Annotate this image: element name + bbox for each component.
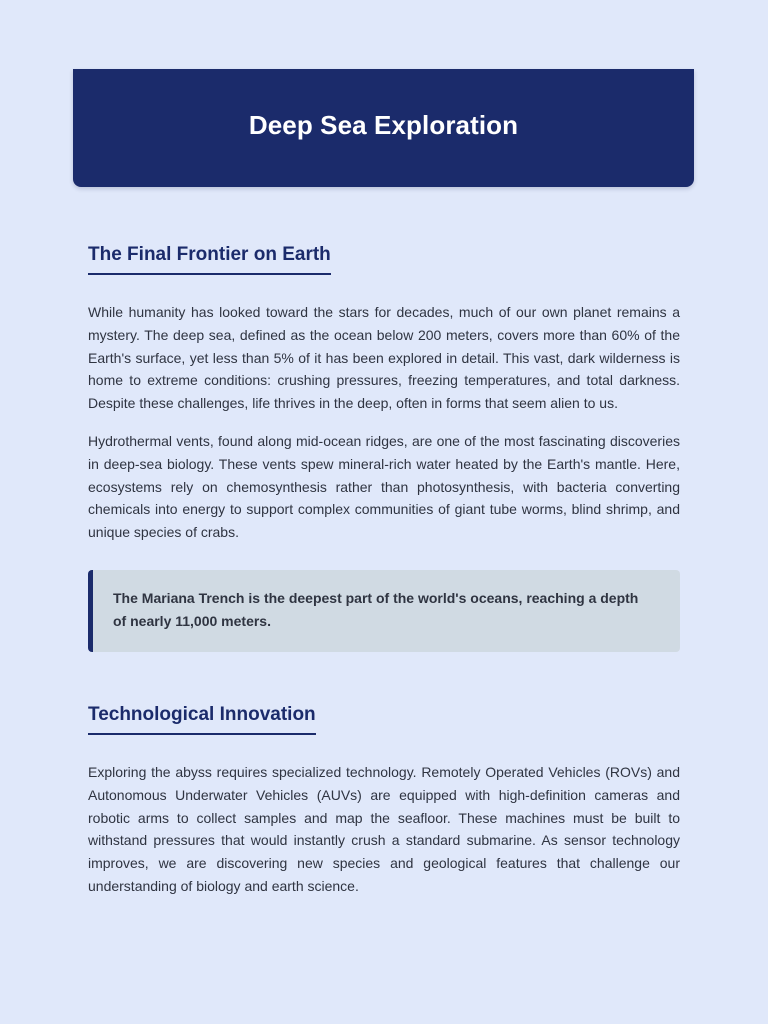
paragraph-technology: Exploring the abyss requires specialized technology. Remotely Operated Vehicles (ROVs) and Autonomous Underwater Vehicles (AUVs) are equipped with high-definition cameras and robotic arms to collect samples and map the seafloor. These machines must be built to withstand pressures that would instantly crush a standard submarine. As sensor technology improves, we are discovering new species and geological features that challenge our understanding of biology and earth science. bbox=[88, 764, 680, 894]
callout-box bbox=[88, 570, 680, 652]
header-banner bbox=[73, 69, 694, 187]
section-heading-technological-innovation: Technological Innovation bbox=[88, 704, 316, 735]
callout-text: The Mariana Trench is the deepest part of the world's oceans, reaching a depth of nearly 11,000 meters. bbox=[113, 590, 639, 629]
paragraph-deep-sea-intro: While humanity has looked toward the stars for decades, much of our own planet remains a mystery. The deep sea, defined as the ocean below 200 meters, covers more than 60% of the Earth's surface, yet less than 5% of it has been explored in detail. This vast, dark wilderness is home to extreme conditions: crushing pressures, freezing temperatures, and total darkness. Despite these challenges, life thrives in the deep, often in forms that seem alien to us. bbox=[88, 304, 680, 412]
section-heading-final-frontier: The Final Frontier on Earth bbox=[88, 244, 331, 275]
page-title: Deep Sea Exploration bbox=[248, 109, 519, 140]
paragraph-hydrothermal-vents: Hydrothermal vents, found along mid-ocean ridges, are one of the most fascinating discoveries in deep-sea biology. These vents spew mineral-rich water heated by the Earth's mantle. Here, ecosystems rely on chemosynthesis rather than photosynthesis, with bacteria converting chemicals into energy to support complex communities of giant tube worms, blind shrimp, and unique species of crabs. bbox=[88, 433, 680, 541]
